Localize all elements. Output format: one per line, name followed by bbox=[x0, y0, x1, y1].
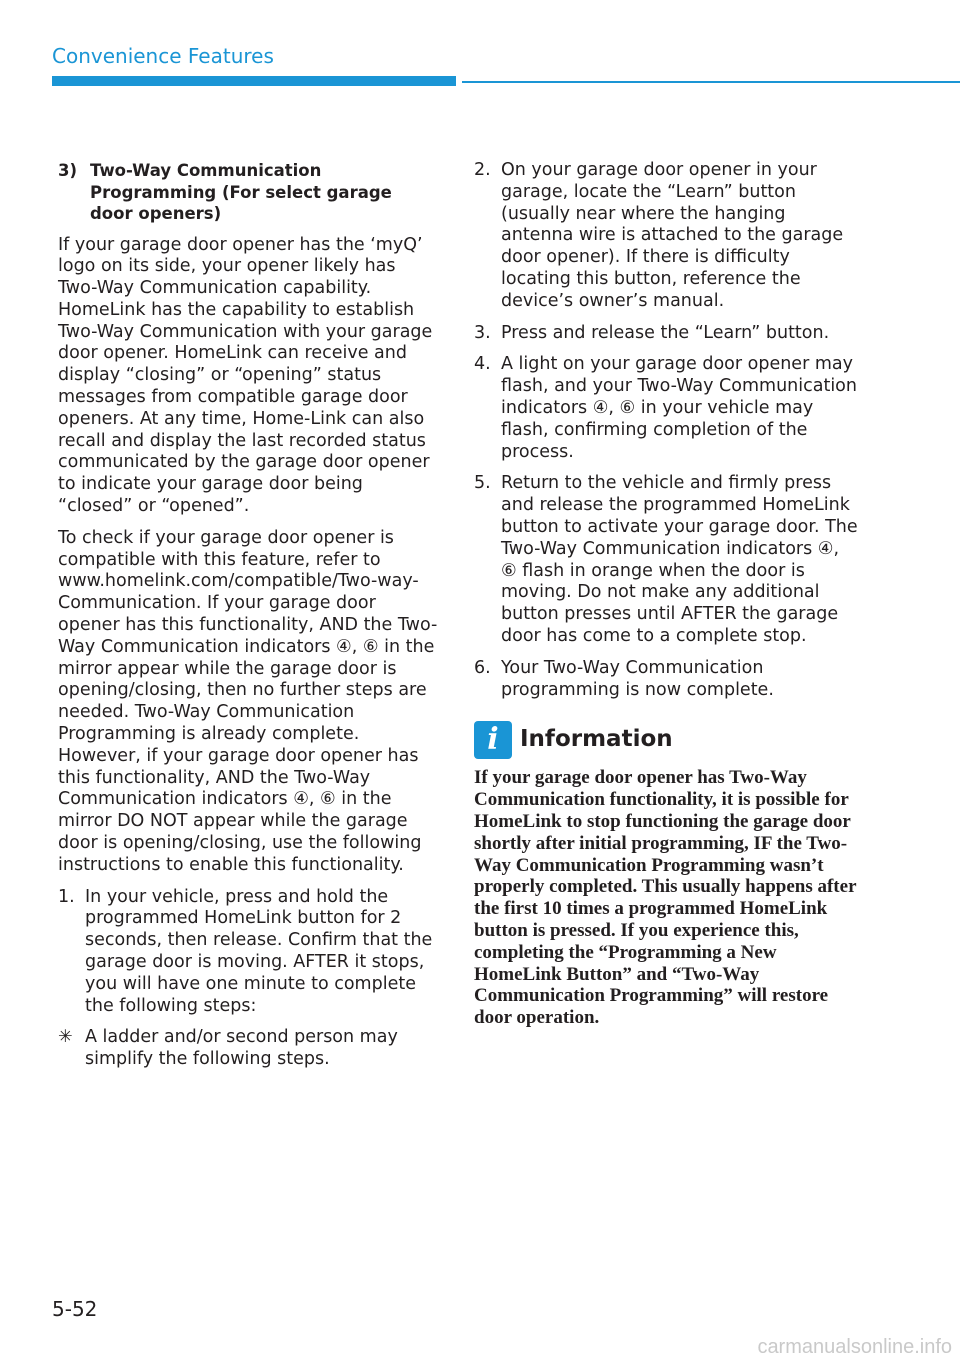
information-text: If your garage door opener has Two-Way Communication functionality, it is possible for HomeLink to stop functioning the garage door shortly after initial programming, IF the Two-Way Communication Programming wasn’t properly completed. This usually happens after the first 10 times a programmed HomeLink button is pressed. If you experience this, completing the “Programming a New HomeLink Button” and “Two-Way Communication Programming” will restore door operation. bbox=[474, 767, 857, 1029]
subsection-title: Two-Way Communication Programming (For select garage door openers) bbox=[90, 161, 392, 223]
step-text: Return to the vehicle and firmly press and release the programmed HomeLink button to activate your garage door. The Two-Way Communication indicators ④, ⑥ flash in orange when the door is moving. Do not make any additional button presses until AFTER the garage door has come to a complete stop. bbox=[501, 473, 858, 646]
watermark: carmanualsonline.info bbox=[757, 1336, 952, 1358]
note-text: A ladder and/or second person may simplify the following steps. bbox=[85, 1027, 398, 1070]
step-item bbox=[474, 658, 858, 702]
step-item bbox=[474, 473, 858, 647]
page-number: 5-52 bbox=[52, 1297, 98, 1321]
step-text: Your Two-Way Communication programming is now complete. bbox=[501, 657, 774, 700]
step-number: 5. bbox=[474, 473, 491, 494]
left-column bbox=[58, 160, 440, 1081]
asterisk-icon: ✳ bbox=[58, 1027, 73, 1048]
step-text: On your garage door opener in your garage, locate the “Learn” button (usually near where the hanging antenna wire is attached to the garage door opener). If there is difficulty locating this button, reference the device’s owner’s manual. bbox=[501, 160, 844, 311]
right-column bbox=[474, 160, 858, 1029]
subsection-number: 3) bbox=[58, 161, 78, 180]
step-text: A light on your garage door opener may flash, and your Two-Way Communication indicators ④, ⑥ in your vehicle may flash, confirming completion of the process. bbox=[501, 354, 857, 462]
subsection-heading bbox=[58, 160, 440, 225]
step-number: 2. bbox=[474, 160, 491, 180]
paragraph-intro: If your garage door opener has the ‘myQ’ logo on its side, your opener likely has Two-Way Communication capability. HomeLink has the capability to establish Two-Way Communication with your garage door opener. HomeLink can receive and display “closing” or “opening” status messages from compatible garage door openers. At any time, Home-Link can also recall and display the last recorded status communicated by the garage door opener to indicate your garage door being “closed” or “opened”. bbox=[58, 234, 433, 517]
step-number: 6. bbox=[474, 657, 491, 678]
step-number: 3. bbox=[474, 322, 491, 343]
header-bar-thick bbox=[52, 76, 456, 86]
information-title: Information bbox=[520, 726, 673, 753]
information-icon: i bbox=[474, 721, 512, 759]
step-number: 4. bbox=[474, 354, 491, 375]
step-item bbox=[474, 160, 858, 313]
step-text: Press and release the “Learn” button. bbox=[501, 322, 830, 343]
information-header bbox=[474, 721, 858, 759]
step-item bbox=[474, 323, 858, 345]
header-bar-thin bbox=[462, 81, 960, 83]
step-item bbox=[58, 887, 440, 1018]
section-title: Convenience Features bbox=[52, 44, 274, 68]
step-item bbox=[474, 354, 858, 463]
step-text: In your vehicle, press and hold the programmed HomeLink button for 2 seconds, then release. Confirm that the garage door is moving. AFTER it stops, you will have one minute to complete the following steps: bbox=[85, 886, 433, 1016]
note-item bbox=[58, 1027, 440, 1071]
paragraph-compatibility: To check if your garage door opener is compatible with this feature, refer to www.homelink.com/compatible/Two-way-Communication. If your garage door opener has this functionality, AND the Two-Way Communication indicators ④, ⑥ in the mirror appear while the garage door is opening/closing, then no further steps are needed. Two-Way Communication Programming is already complete. However, if your garage door opener has this functionality, AND the Two-Way Communication indicators ④, ⑥ in the mirror DO NOT appear while the garage door is opening/closing, use the following instructions to enable this functionality. bbox=[58, 527, 438, 875]
step-number: 1. bbox=[58, 886, 75, 907]
